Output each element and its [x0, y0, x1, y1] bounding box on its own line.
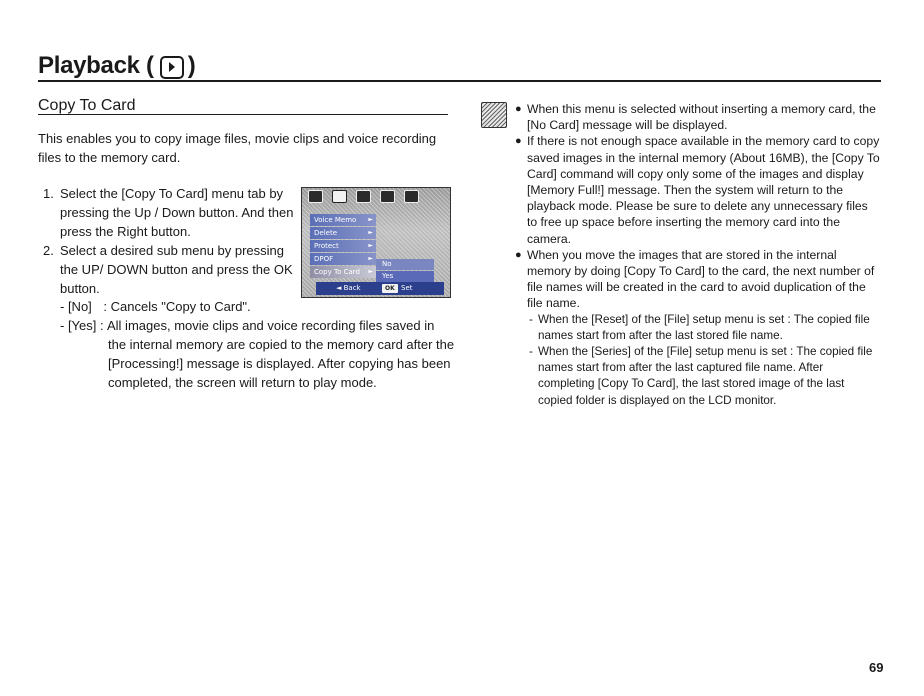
note-icon [481, 102, 507, 128]
option-yes-label: - [Yes] : [60, 318, 104, 333]
note-sub-item: - When the [Reset] of the [File] setup menu is set : The copied file names start from after the last stored file name. [529, 312, 870, 342]
lcd-ok-label: OK [382, 284, 398, 293]
lcd-back-label: ◄ Back [336, 284, 361, 292]
settings-icon [404, 190, 419, 203]
lcd-menu [310, 214, 376, 279]
page-title-text: Playback ( [38, 52, 154, 79]
playback-icon [160, 56, 184, 79]
option-yes-text: All images, movie clips and voice recording files saved in the internal memory are copied to the memory card after the [Processing!] message is displayed. After copying has been completed, the screen will return to play mode. [107, 318, 455, 390]
lcd-submenu-item: Yes [376, 271, 434, 282]
lcd-tabs [308, 190, 419, 203]
step-text: Select a desired sub menu by pressing the UP/ DOWN button and press the OK button. [60, 243, 293, 296]
sound-icon [356, 190, 371, 203]
lcd-menu-item: Protect ► [310, 240, 376, 252]
section-divider [38, 114, 448, 115]
lcd-submenu [376, 259, 434, 283]
page-number: 69 [869, 660, 884, 675]
option-no [60, 297, 251, 316]
step-number: 1. [43, 186, 54, 201]
camera-icon [308, 190, 323, 203]
note-sub-item: - When the [Series] of the [File] setup menu is set : The copied file names start from after the last captured file name. After completing [Copy To Card], the last stored image of the last copied folder is displayed on the LCD monitor. [529, 345, 873, 407]
lcd-menu-item: Voice Memo ► [310, 214, 376, 226]
lcd-menu-item: DPOF ► [310, 253, 376, 265]
page-title-close: ) [187, 52, 196, 79]
option-yes [60, 316, 455, 392]
notes [513, 101, 881, 409]
lcd-set-label: Set [401, 284, 413, 292]
lcd-menu-item-selected: Copy To Card ► [310, 266, 376, 278]
option-no-label: - [No] [60, 299, 92, 314]
option-no-text: : Cancels "Copy to Card". [103, 299, 251, 314]
step-text: Select the [Copy To Card] menu tab by pressing the Up / Down button. And then press the Right button. [60, 186, 294, 239]
image-icon [332, 190, 347, 203]
step-number: 2. [43, 243, 54, 258]
lcd-menu-item: Delete ► [310, 227, 376, 239]
lcd-button-bar [316, 282, 444, 295]
note-bullet: ● If there is not enough space available in the memory card to copy saved images in the internal memory (About 16MB), the [Copy To Card] command will copy only some of the images and display [Memory Full!] message. Then the system will return to the playback mode. Please be sure to delete any unnecessary files to free up space before inserting the memory card into the camera. [515, 134, 880, 246]
title-divider [38, 80, 881, 82]
slideshow-icon [380, 190, 395, 203]
section-title: Copy To Card [38, 97, 136, 114]
camera-lcd-screenshot [301, 187, 451, 298]
page-title [38, 52, 195, 80]
note-bullet: ● When you move the images that are stored in the internal memory by doing [Copy To Card] to the card, the next number of file names will be created in the card to avoid duplication of the file name. [515, 247, 875, 311]
step-2 [43, 241, 305, 298]
lcd-submenu-item: No [376, 259, 434, 270]
intro-text: This enables you to copy image files, movie clips and voice recording files to the memory card. [38, 131, 437, 165]
step-1 [43, 184, 305, 241]
note-bullet: ● When this menu is selected without inserting a memory card, the [No Card] message will be displayed. [515, 102, 876, 133]
